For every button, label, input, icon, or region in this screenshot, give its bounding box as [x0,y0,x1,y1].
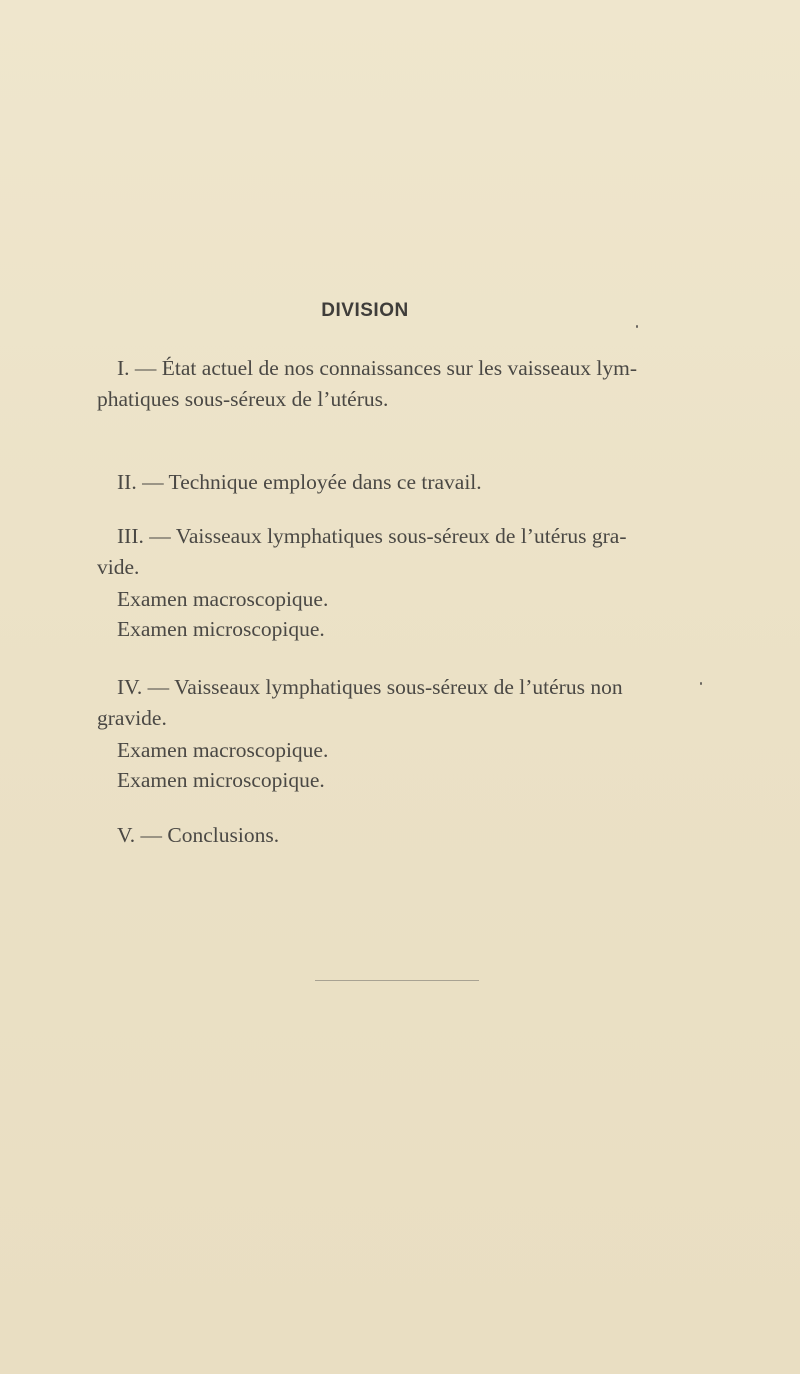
closing-rule [315,980,479,981]
toc-entry-3-sub-1: Examen macroscopique. [117,587,329,611]
page-heading: DIVISION [321,300,409,321]
toc-entry-3-line-1: III. — Vaisseaux lymphatiques sous-séreux de l’utérus gra- [117,524,627,548]
toc-entry-3-sub-2: Examen microscopique. [117,617,325,641]
toc-entry-4-sub-1: Examen macroscopique. [117,738,329,762]
toc-entry-4-sub-2: Examen microscopique. [117,768,325,792]
toc-entry-2-line-1: II. — Technique employée dans ce travail. [117,470,482,494]
toc-entry-4-line-1: IV. — Vaisseaux lymphatiques sous-séreux de l’utérus non [117,675,623,699]
print-speck [636,325,638,328]
toc-entry-1-line-1: I. — État actuel de nos connaissances sur les vaisseaux lym- [117,356,638,380]
toc-entry-4-line-2: gravide. [97,706,167,730]
toc-entry-5-line-1: V. — Conclusions. [117,823,280,847]
toc-entry-1-line-2: phatiques sous-séreux de l’utérus. [97,387,389,411]
toc-entry-3-line-2: vide. [97,555,140,579]
print-speck [700,682,702,685]
